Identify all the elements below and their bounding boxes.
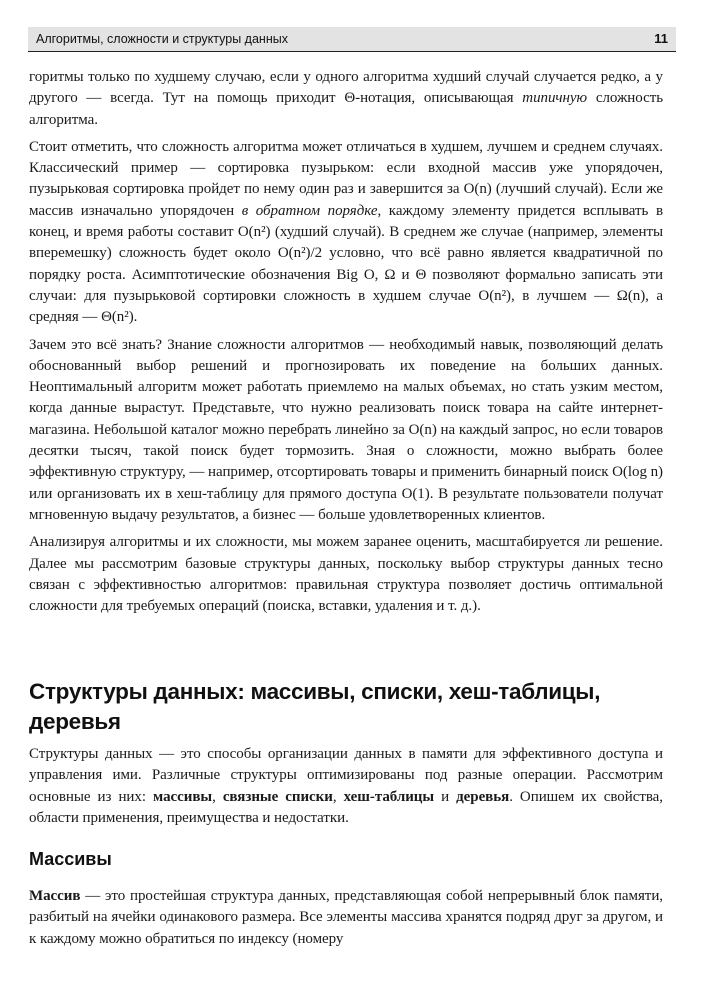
section-heading: Структуры данных: массивы, списки, хеш-таблицы, деревья: [29, 679, 601, 734]
running-header: [28, 27, 676, 52]
paragraph-continuation: горитмы только по худшему случаю, если у одного алгоритма худший случай случается редко, а у другого — всегда. Тут на помощь приходит Θ-нотация, описывающая типичную сложность алгоритма.: [29, 69, 663, 128]
body-text-top: [29, 67, 663, 617]
paragraph-structures-intro: Структуры данных — это способы организации данных в памяти для эффективного доступа и управления ими. Различные структуры оптимизированы под разные операции. Рассмотрим основные из них: массивы, связные списки, хеш-таблицы и деревья. Опишем их свойства, области применения, преимущества и недостатки.: [29, 746, 663, 826]
body-text-arrays: [29, 886, 663, 950]
paragraph-why-know: Зачем это всё знать? Знание сложности алгоритмов — необходимый навык, позволяющий делать обоснованный выбор решений и прогнозировать их поведение на больших данных. Неоптимальный алгоритм может работать приемлемо на малых объемах, но стать узким местом, когда данные вырастут. Представьте, что нужно реализовать поиск товара на сайте интернет-магазина. Небольшой каталог можно перебрать линейно за O(n) на каждый запрос, но если товаров десятки тысяч, такой поиск будет тормозить. Зная о сложности, можно выбрать более эффективную структуру, — например, отсортировать товары и применить бинарный поиск O(log n) или организовать их в хеш-таблицу для прямого доступа O(1). В результате пользователи получат мгновенную выдачу результатов, а бизнес — больше удовлетворенных клиентов.: [29, 336, 663, 523]
running-header-title: Алгоритмы, сложности и структуры данных: [36, 32, 288, 46]
paragraph-complexity-cases: Стоит отметить, что сложность алгоритма может отличаться в худшем, лучшем и среднем случаях. Классический пример — сортировка пузырьком: если входной массив уже упорядочен, пузырьковая сортировка пройдет по нему один раз и завершится за O(n) (лучший случай). Если же массив изначально упорядочен в обратном порядке, каждому элементу придется всплывать в конец, и время работы составит O(n²) (худший случай). В среднем же случае (например, элементы вперемешку) сложность будет около O(n²)/2 условно, что всё равно является квадратичной по порядку роста. Асимптотические обозначения Big O, Ω и Θ позволяют формально записать эти случаи: для пузырьковой сортировки сложность в худшем случае O(n²), в лучшем — Ω(n), а средняя — Θ(n²).: [29, 138, 663, 326]
body-text-section: [29, 744, 663, 829]
subsection-heading: Массивы: [29, 849, 112, 869]
page-number: 11: [654, 31, 668, 46]
paragraph-array-definition: Массив — это простейшая структура данных, представляющая собой непрерывный блок памяти, разбитый на ячейки одинакового размера. Все элементы массива хранятся подряд друг за другом, и к каждому можно обратиться по индексу (номеру: [29, 888, 663, 947]
paragraph-analysis: Анализируя алгоритмы и их сложности, мы можем заранее оценить, масштабируется ли решение. Далее мы рассмотрим базовые структуры данных, поскольку выбор структуры данных тесно связан с эффективностью алгоритмов: правильная структура позволяет достичь оптимальной сложности для требуемых операций (поиска, вставки, удаления и т. д.).: [29, 534, 663, 615]
